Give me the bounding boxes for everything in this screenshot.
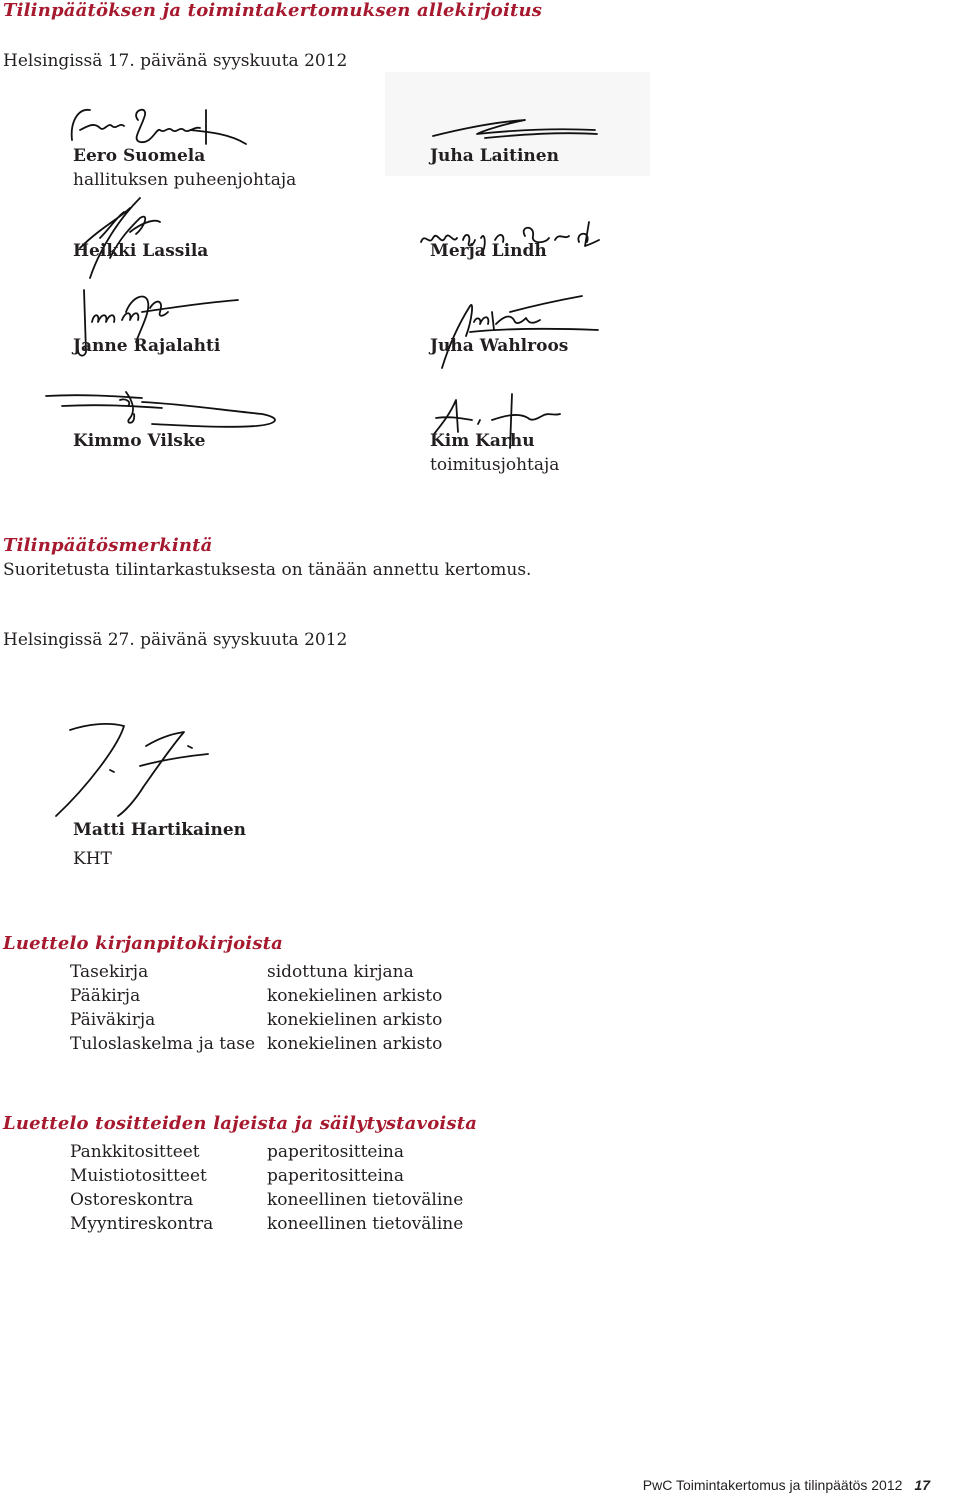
page-footer [643,1476,930,1494]
book-name: Pääkirja [70,986,141,1006]
signature-place-date: Helsingissä 17. päivänä syyskuuta 2012 [3,51,348,71]
auditor-name: Matti Hartikainen [73,820,247,840]
voucher-type: Myyntireskontra [70,1214,214,1234]
signature-juha-laitinen [425,112,605,146]
book-form: konekielinen arkisto [267,986,443,1006]
signatory-name-juha-wahlroos: Juha Wahlroos [430,336,569,356]
signature-kimmo-vilske [42,384,282,434]
voucher-type: Ostoreskontra [70,1190,194,1210]
voucher-type: Muistiotositteet [70,1166,207,1186]
book-name: Päiväkirja [70,1010,156,1030]
book-form: konekielinen arkisto [267,1034,443,1054]
signatory-name-eero-suomela: Eero Suomela [73,146,206,166]
signature-section-heading: Tilinpäätöksen ja toimintakertomuksen allekirjoitus [3,0,543,21]
voucher-type: Pankkitositteet [70,1142,200,1162]
voucher-storage: paperitositteina [267,1142,404,1162]
auditor-title: KHT [73,849,112,869]
footer-publication: PwC Toimintakertomus ja tilinpäätös 2012 [642,1477,903,1493]
vouchers-list-heading: Luettelo tositteiden lajeista ja säilytystavoista [3,1113,478,1134]
books-list-heading: Luettelo kirjanpitokirjoista [3,933,284,954]
page-number: 17 [914,1477,930,1493]
signatory-name-kimmo-vilske: Kimmo Vilske [73,431,206,451]
audit-note-text: Suoritetusta tilintarkastuksesta on tänään annettu kertomus. [3,560,532,580]
signature-juha-wahlroos [430,292,605,372]
audit-place-date: Helsingissä 27. päivänä syyskuuta 2012 [3,630,348,650]
audit-note-heading: Tilinpäätösmerkintä [3,535,213,556]
signatory-name-merja-lindh: Merja Lindh [430,241,547,261]
book-name: Tuloslaskelma ja tase [70,1034,255,1054]
signatory-name-janne-rajalahti: Janne Rajalahti [73,336,221,356]
signature-heikki-lassila [70,188,180,288]
signature-matti-hartikainen [48,716,218,826]
voucher-storage: paperitositteina [267,1166,404,1186]
book-form: sidottuna kirjana [267,962,414,982]
signatory-role-eero-suomela: hallituksen puheenjohtaja [73,170,297,190]
voucher-storage: koneellinen tietoväline [267,1214,464,1234]
voucher-storage: koneellinen tietoväline [267,1190,464,1210]
book-name: Tasekirja [70,962,149,982]
signatory-name-heikki-lassila: Heikki Lassila [73,241,209,261]
signatory-name-kim-karhu: Kim Karhu [430,431,535,451]
book-form: konekielinen arkisto [267,1010,443,1030]
signatory-name-juha-laitinen: Juha Laitinen [430,146,559,166]
signatory-role-kim-karhu: toimitusjohtaja [430,455,560,475]
